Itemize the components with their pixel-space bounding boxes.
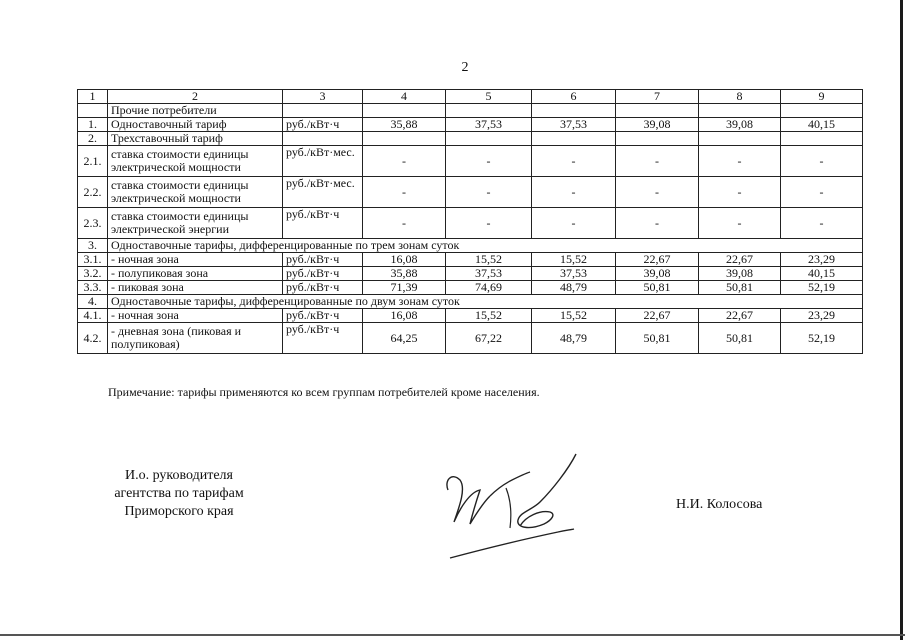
value-cell: 39,08 — [616, 267, 699, 281]
value-cell — [532, 104, 616, 118]
table-row — [78, 208, 863, 239]
position-line: агентства по тарифам — [114, 486, 244, 501]
row-name-cell: Одноставочный тариф — [108, 118, 283, 132]
value-cell: 23,29 — [781, 253, 863, 267]
value-cell — [446, 104, 532, 118]
table-row — [78, 146, 863, 177]
row-name-cell: ставка стоимости единицы электрической мощности — [108, 146, 283, 177]
value-cell: 16,08 — [363, 253, 446, 267]
value-cell: - — [616, 146, 699, 177]
value-cell: 22,67 — [699, 309, 781, 323]
unit-cell — [283, 104, 363, 118]
unit-cell: руб./кВт·ч — [283, 281, 363, 295]
value-cell: 16,08 — [363, 309, 446, 323]
table-row — [78, 295, 863, 309]
value-cell: 67,22 — [446, 323, 532, 354]
value-cell: 35,88 — [363, 118, 446, 132]
unit-cell: руб./кВт·ч — [283, 309, 363, 323]
row-name-cell: - пиковая зона — [108, 281, 283, 295]
header-cell: 8 — [699, 90, 781, 104]
value-cell: - — [781, 177, 863, 208]
value-cell: - — [363, 146, 446, 177]
value-cell: - — [781, 146, 863, 177]
value-cell: - — [699, 146, 781, 177]
table-row — [78, 177, 863, 208]
value-cell: 50,81 — [699, 281, 781, 295]
value-cell: 15,52 — [446, 309, 532, 323]
table-row — [78, 253, 863, 267]
row-name-cell: ставка стоимости единицы электрической мощности — [108, 177, 283, 208]
value-cell: 15,52 — [446, 253, 532, 267]
value-cell: - — [616, 208, 699, 239]
header-cell: 5 — [446, 90, 532, 104]
row-name-cell: - полупиковая зона — [108, 267, 283, 281]
value-cell — [363, 104, 446, 118]
header-row — [78, 90, 863, 104]
row-name-cell: - ночная зона — [108, 309, 283, 323]
row-number-cell — [78, 104, 108, 118]
unit-cell — [283, 132, 363, 146]
value-cell — [616, 132, 699, 146]
value-cell: 22,67 — [616, 253, 699, 267]
tariff-table — [77, 89, 863, 354]
value-cell: 39,08 — [616, 118, 699, 132]
unit-cell: руб./кВт·ч — [283, 208, 363, 239]
tariff-table-body — [78, 90, 863, 354]
row-number-cell: 3. — [78, 239, 108, 253]
value-cell: - — [616, 177, 699, 208]
row-number-cell: 3.3. — [78, 281, 108, 295]
value-cell — [446, 132, 532, 146]
row-name-cell: - дневная зона (пиковая и полупиковая) — [108, 323, 283, 354]
row-name-cell: ставка стоимости единицы электрической энергии — [108, 208, 283, 239]
row-number-cell: 2.1. — [78, 146, 108, 177]
table-row — [78, 309, 863, 323]
table-row — [78, 104, 863, 118]
value-cell: 64,25 — [363, 323, 446, 354]
value-cell: 50,81 — [699, 323, 781, 354]
value-cell: 74,69 — [446, 281, 532, 295]
row-number-cell: 2.3. — [78, 208, 108, 239]
row-name-cell: Прочие потребители — [108, 104, 283, 118]
table-row — [78, 118, 863, 132]
value-cell — [699, 132, 781, 146]
row-number-cell: 1. — [78, 118, 108, 132]
value-cell: - — [363, 177, 446, 208]
section-title-cell: Одноставочные тарифы, дифференцированные по трем зонам суток — [108, 239, 863, 253]
value-cell: 40,15 — [781, 267, 863, 281]
row-number-cell: 3.2. — [78, 267, 108, 281]
row-number-cell: 4.2. — [78, 323, 108, 354]
table-row — [78, 239, 863, 253]
header-cell: 3 — [283, 90, 363, 104]
value-cell: 48,79 — [532, 281, 616, 295]
header-cell: 2 — [108, 90, 283, 104]
value-cell: - — [446, 208, 532, 239]
row-number-cell: 4.1. — [78, 309, 108, 323]
value-cell: 37,53 — [446, 118, 532, 132]
page-edge-bottom — [0, 634, 905, 636]
value-cell: - — [699, 208, 781, 239]
value-cell: 50,81 — [616, 323, 699, 354]
value-cell: - — [781, 208, 863, 239]
value-cell — [781, 104, 863, 118]
value-cell: 37,53 — [532, 118, 616, 132]
value-cell: 39,08 — [699, 267, 781, 281]
value-cell: 22,67 — [616, 309, 699, 323]
row-name-cell: Трехставочный тариф — [108, 132, 283, 146]
value-cell: 37,53 — [532, 267, 616, 281]
page-number: 2 — [461, 60, 469, 75]
header-cell: 9 — [781, 90, 863, 104]
value-cell: - — [446, 146, 532, 177]
header-cell: 7 — [616, 90, 699, 104]
value-cell — [781, 132, 863, 146]
value-cell: 71,39 — [363, 281, 446, 295]
unit-cell: руб./кВт·ч — [283, 253, 363, 267]
header-cell: 6 — [532, 90, 616, 104]
value-cell: - — [532, 208, 616, 239]
value-cell: 50,81 — [616, 281, 699, 295]
value-cell: - — [446, 177, 532, 208]
signatory-name: Н.И. Колосова — [676, 497, 763, 512]
header-cell: 4 — [363, 90, 446, 104]
value-cell: 52,19 — [781, 323, 863, 354]
unit-cell: руб./кВт·ч — [283, 323, 363, 354]
unit-cell: руб./кВт·мес. — [283, 146, 363, 177]
row-number-cell: 4. — [78, 295, 108, 309]
value-cell — [532, 132, 616, 146]
value-cell: 40,15 — [781, 118, 863, 132]
unit-cell: руб./кВт·мес. — [283, 177, 363, 208]
value-cell: - — [532, 146, 616, 177]
table-row — [78, 132, 863, 146]
row-number-cell: 2. — [78, 132, 108, 146]
value-cell — [363, 132, 446, 146]
value-cell: 23,29 — [781, 309, 863, 323]
unit-cell: руб./кВт·ч — [283, 267, 363, 281]
value-cell: 15,52 — [532, 309, 616, 323]
value-cell: - — [699, 177, 781, 208]
value-cell — [616, 104, 699, 118]
unit-cell: руб./кВт·ч — [283, 118, 363, 132]
page-edge-right — [900, 0, 903, 640]
value-cell: 52,19 — [781, 281, 863, 295]
row-name-cell: - ночная зона — [108, 253, 283, 267]
value-cell: - — [363, 208, 446, 239]
header-cell: 1 — [78, 90, 108, 104]
note-text: Примечание: тарифы применяются ко всем группам потребителей кроме населения. — [108, 385, 540, 399]
value-cell: 22,67 — [699, 253, 781, 267]
value-cell: 37,53 — [446, 267, 532, 281]
row-number-cell: 3.1. — [78, 253, 108, 267]
value-cell: 48,79 — [532, 323, 616, 354]
value-cell: 15,52 — [532, 253, 616, 267]
signatory-position — [104, 467, 254, 521]
position-line: Приморского края — [124, 504, 234, 519]
value-cell — [699, 104, 781, 118]
table-row — [78, 267, 863, 281]
value-cell: 39,08 — [699, 118, 781, 132]
row-number-cell: 2.2. — [78, 177, 108, 208]
value-cell: - — [532, 177, 616, 208]
table-row — [78, 281, 863, 295]
position-line: И.о. руководителя — [124, 468, 233, 483]
table-row — [78, 323, 863, 354]
handwritten-signature — [440, 450, 590, 570]
section-title-cell: Одноставочные тарифы, дифференцированные по двум зонам суток — [108, 295, 863, 309]
value-cell: 35,88 — [363, 267, 446, 281]
